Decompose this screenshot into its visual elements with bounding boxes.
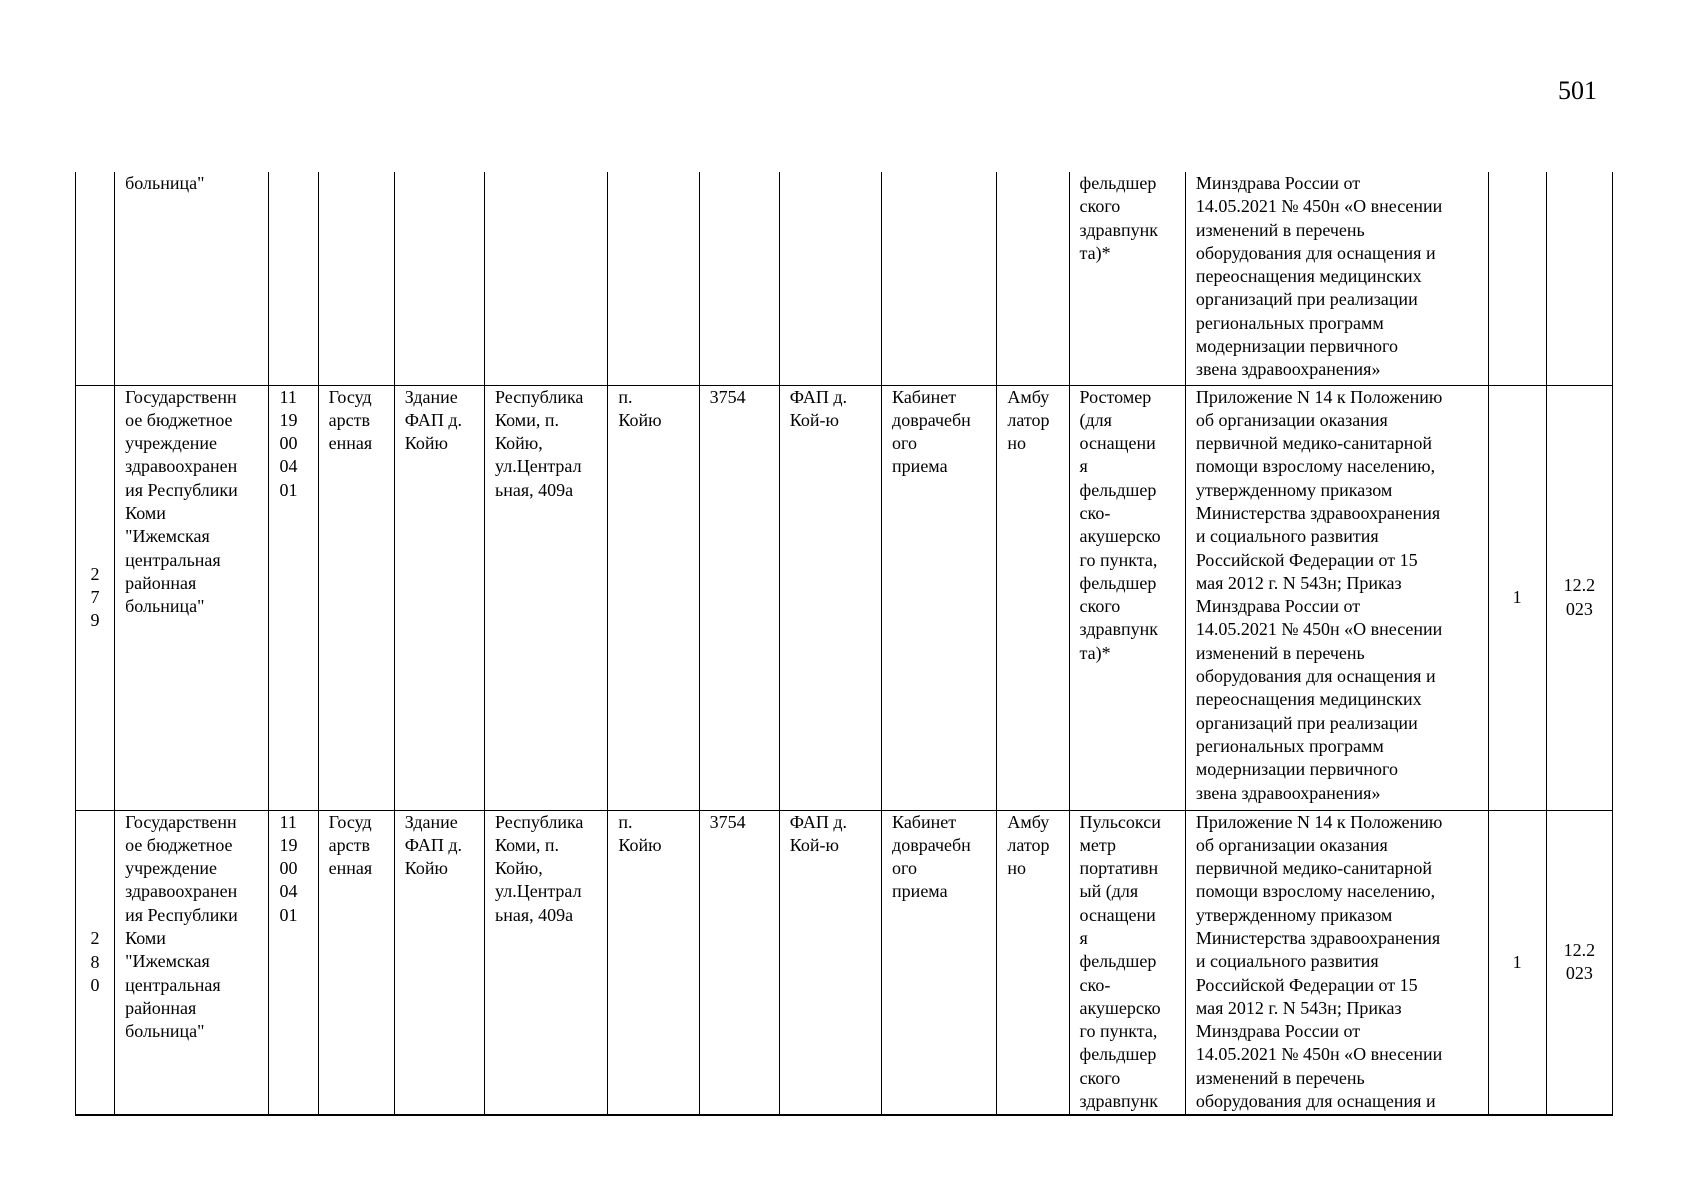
unit-cell	[779, 172, 881, 385]
quantity-cell	[1488, 172, 1546, 385]
care-mode-cell: Амбу латор но	[997, 810, 1069, 1115]
unit-cell: ФАП д. Кой-ю	[779, 385, 881, 810]
code-cell: 11 19 00 04 01	[269, 385, 318, 810]
building-cell	[394, 172, 484, 385]
address-cell: Республика Коми, п. Койю, ул.Централ ьная, 409а	[485, 810, 608, 1115]
date-cell: 12.2 023	[1546, 810, 1612, 1115]
room-cell: Кабинет доврачебн ого приема	[882, 385, 997, 810]
organization-cell: Государственн ое бюджетное учреждение здравоохранен ия Республики Коми "Ижемская центральная районная больница"	[115, 810, 269, 1115]
room-cell: Кабинет доврачебн ого приема	[882, 810, 997, 1115]
row-number	[76, 172, 115, 385]
date-cell	[1546, 172, 1612, 385]
equipment-table	[75, 172, 1613, 1116]
row-number: 2 7 9	[76, 385, 115, 810]
organization-cell: Государственн ое бюджетное учреждение здравоохранен ия Республики Коми "Ижемская центральная районная больница"	[115, 385, 269, 810]
equipment-cell: фельдшер ского здравпунк та)*	[1069, 172, 1185, 385]
building-cell: Здание ФАП д. Койю	[394, 810, 484, 1115]
care-mode-cell: Амбу латор но	[997, 385, 1069, 810]
row-number: 2 8 0	[76, 810, 115, 1115]
organization-cell: больница"	[115, 172, 269, 385]
table-row-continuation	[76, 172, 1613, 385]
page-number: 501	[1558, 76, 1597, 105]
ownership-cell: Госуд арств енная	[318, 385, 394, 810]
code-cell	[269, 172, 318, 385]
equipment-cell: Пульсокси метр портативн ый (для оснащени я фельдшер ско- акушерско го пункта, фельдшер ского здравпунк	[1069, 810, 1185, 1115]
settlement-cell: п. Койю	[608, 385, 699, 810]
building-cell: Здание ФАП д. Койю	[394, 385, 484, 810]
date-cell: 12.2 023	[1546, 385, 1612, 810]
legal-basis-cell: Минздрава России от 14.05.2021 № 450н «О внесении изменений в перечень оборудования для оснащения и переоснащения медицинских организаций при реализации региональных программ модернизации первичного звена здравоохранения»	[1185, 172, 1488, 385]
ownership-cell	[318, 172, 394, 385]
room-cell	[882, 172, 997, 385]
code-cell: 11 19 00 04 01	[269, 810, 318, 1115]
settlement-cell	[608, 172, 699, 385]
table-row	[76, 810, 1613, 1115]
care-mode-cell	[997, 172, 1069, 385]
population-cell: 3754	[699, 810, 779, 1115]
population-cell: 3754	[699, 385, 779, 810]
quantity-cell: 1	[1488, 810, 1546, 1115]
equipment-cell: Ростомер (для оснащени я фельдшер ско- акушерско го пункта, фельдшер ского здравпунк та)*	[1069, 385, 1185, 810]
population-cell	[699, 172, 779, 385]
address-cell	[485, 172, 608, 385]
unit-cell: ФАП д. Кой-ю	[779, 810, 881, 1115]
legal-basis-cell: Приложение N 14 к Положению об организации оказания первичной медико-санитарной помощи взрослому населению, утвержденному приказом Министерства здравоохранения и социального развития Российской Федерации от 15 мая 2012 г. N 543н; Приказ Минздрава России от 14.05.2021 № 450н «О внесении изменений в перечень оборудования для оснащения и	[1185, 810, 1488, 1115]
ownership-cell: Госуд арств енная	[318, 810, 394, 1115]
settlement-cell: п. Койю	[608, 810, 699, 1115]
quantity-cell: 1	[1488, 385, 1546, 810]
address-cell: Республика Коми, п. Койю, ул.Централ ьная, 409а	[485, 385, 608, 810]
table-row	[76, 385, 1613, 810]
legal-basis-cell: Приложение N 14 к Положению об организации оказания первичной медико-санитарной помощи взрослому населению, утвержденному приказом Министерства здравоохранения и социального развития Российской Федерации от 15 мая 2012 г. N 543н; Приказ Минздрава России от 14.05.2021 № 450н «О внесении изменений в перечень оборудования для оснащения и переоснащения медицинских организаций при реализации региональных программ модернизации первичного звена здравоохранения»	[1185, 385, 1488, 810]
